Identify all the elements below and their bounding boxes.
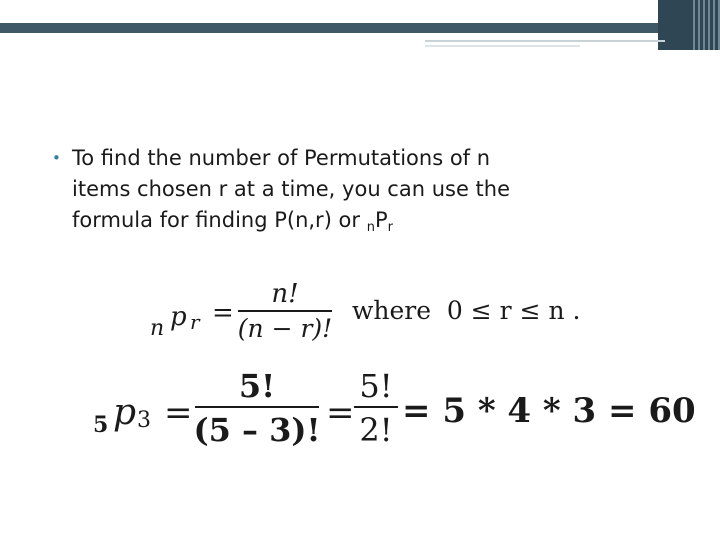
title-bar-stripe bbox=[0, 23, 720, 33]
formula-lhs-p: p bbox=[170, 302, 187, 332]
formula-fraction bbox=[238, 278, 332, 346]
bullet-line-1: To find the number of Permutations of n bbox=[72, 146, 491, 170]
subscript-n: n bbox=[366, 220, 375, 235]
example-frac1-numerator: 5! bbox=[238, 367, 276, 405]
example-lhs-p: p bbox=[113, 392, 137, 433]
example-lhs-5: 5 bbox=[93, 412, 109, 438]
formula-equals: = bbox=[212, 298, 234, 328]
fraction-denominator: (n − r)! bbox=[237, 314, 333, 343]
accent-line-short bbox=[425, 45, 580, 47]
bullet-icon: • bbox=[52, 149, 61, 167]
bullet-line-3: formula for finding P(n,r) or $_nP_r$ bbox=[72, 208, 393, 235]
bullet-line-2: items chosen r at a time, you can use the bbox=[72, 177, 511, 201]
corner-stripes bbox=[690, 0, 720, 50]
formula-lhs-r: r bbox=[190, 310, 200, 334]
example-result: = 5 * 4 * 3 = 60 bbox=[402, 391, 696, 431]
fraction-numerator: n! bbox=[271, 279, 299, 309]
subscript-r: r bbox=[387, 220, 393, 235]
example-equals-1: = bbox=[164, 393, 193, 433]
example-frac2-denominator: 2! bbox=[359, 411, 393, 449]
example-lhs-3: 3 bbox=[137, 408, 151, 433]
accent-line bbox=[425, 40, 665, 42]
example-fraction-1 bbox=[195, 366, 319, 452]
example-frac2-numerator: 5! bbox=[359, 367, 393, 405]
formula-condition: where 0 ≤ r ≤ n . bbox=[352, 296, 581, 325]
example-equals-2: = bbox=[326, 393, 355, 433]
bullet-point bbox=[52, 143, 662, 243]
example-frac1-denominator: (5 – 3)! bbox=[193, 411, 321, 449]
formula-lhs-n: n bbox=[150, 316, 165, 341]
example-fraction-2 bbox=[354, 366, 398, 452]
